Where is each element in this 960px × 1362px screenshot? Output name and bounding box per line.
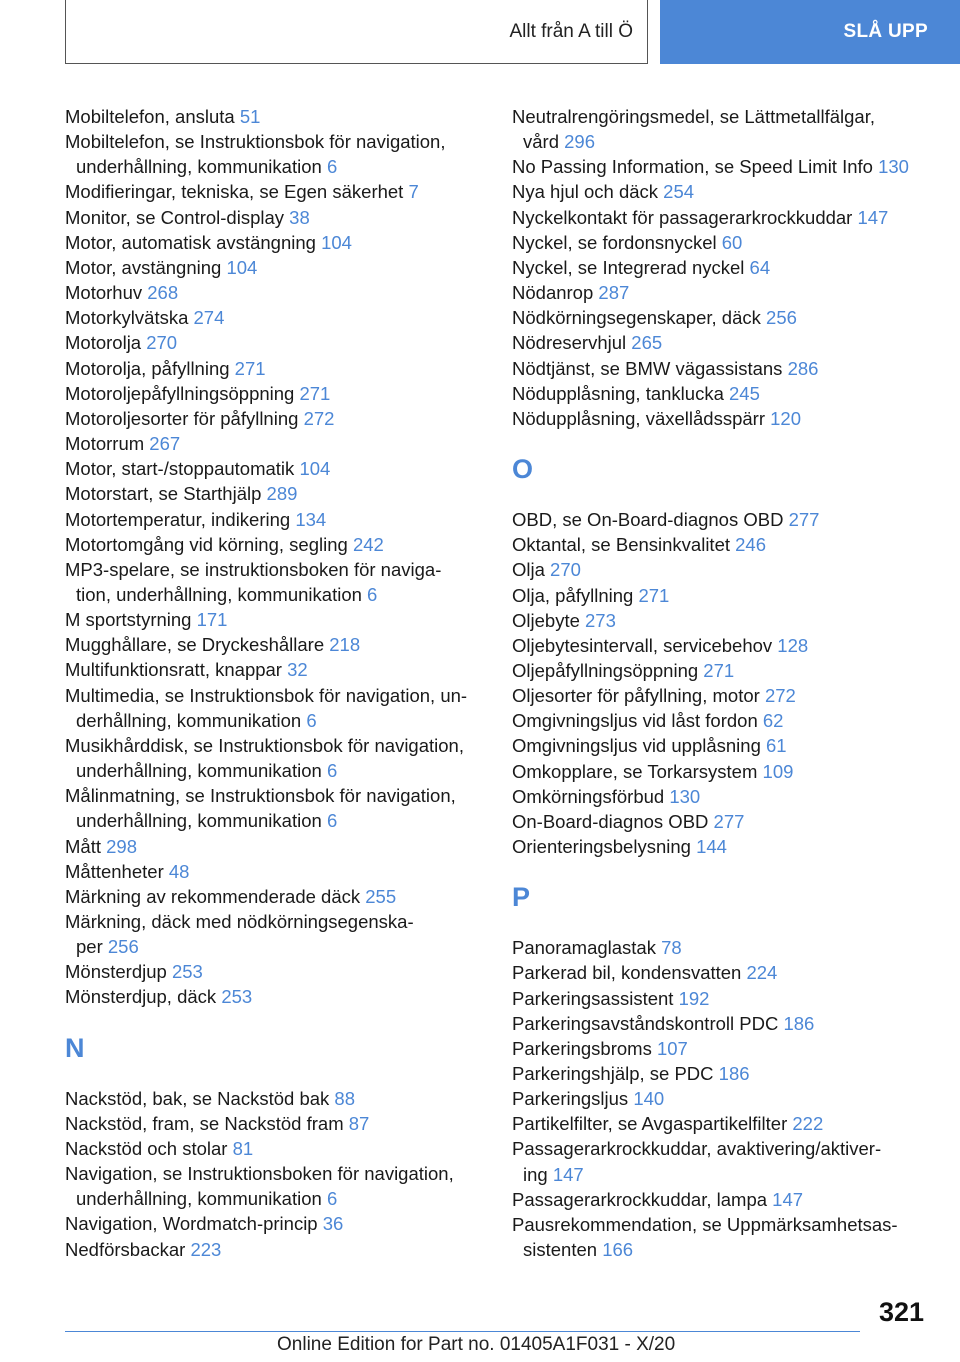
entry-text: Nyckel, se Integrerad nyckel	[512, 256, 750, 278]
page-link[interactable]: 140	[633, 1088, 665, 1110]
page-link[interactable]: 267	[149, 433, 181, 455]
page-link[interactable]: 62	[762, 710, 784, 732]
index-entry	[65, 406, 485, 431]
entry-text: Mobiltelefon, se Instruktionsbok för navigation,	[65, 131, 446, 153]
entry-text: Oljesorter för påfyllning, motor	[512, 685, 765, 707]
index-entry	[65, 381, 485, 406]
index-entry	[65, 356, 485, 381]
page-link[interactable]: 255	[365, 885, 397, 907]
page-link[interactable]: 246	[735, 534, 767, 556]
index-entry	[65, 657, 485, 682]
page-link[interactable]: 104	[226, 256, 258, 278]
entry-text: Olja	[512, 559, 551, 581]
index-entry	[512, 658, 932, 683]
page-link[interactable]: 271	[234, 357, 266, 379]
entry-text: Märkning av rekommenderade däck	[65, 885, 366, 907]
page-link[interactable]: 81	[232, 1137, 254, 1159]
entry-text: Navigation, se Instruktionsboken för navigation,	[65, 1163, 454, 1185]
index-entry	[65, 1086, 485, 1111]
index-entry	[65, 507, 485, 532]
page-link[interactable]: 223	[190, 1238, 222, 1260]
page-link[interactable]: 6	[326, 760, 338, 782]
footer-divider	[65, 1331, 860, 1332]
index-entry	[512, 683, 932, 708]
page-link[interactable]: 120	[770, 407, 801, 429]
index-entry	[512, 280, 932, 305]
entry-text: Nödupplåsning, växellådsspärr	[512, 407, 771, 429]
page-link[interactable]: 271	[299, 382, 331, 404]
page-link[interactable]: 6	[326, 810, 338, 832]
section-letter: P	[512, 882, 531, 913]
entry-text: Motor, start-/stoppautomatik	[65, 458, 300, 480]
entry-text: underhållning, kommunikation	[76, 1188, 327, 1210]
index-entry	[512, 1061, 932, 1086]
index-entry	[512, 960, 932, 985]
entry-text: Omgivningsljus vid låst fordon	[512, 710, 763, 732]
entry-text: Motor, automatisk avstängning	[65, 231, 322, 253]
page-link[interactable]: 256	[107, 936, 139, 958]
page-link[interactable]: 130	[669, 785, 701, 807]
entry-text: OBD, se On-Board-diagnos OBD	[512, 509, 789, 531]
page-link[interactable]: 128	[777, 634, 809, 656]
page-link[interactable]: 51	[239, 106, 261, 127]
entry-text: Mått	[65, 835, 107, 857]
entry-text: Passagerarkrockkuddar, lampa	[512, 1188, 773, 1210]
index-entry	[512, 1011, 932, 1036]
section-letter: O	[512, 454, 534, 485]
footer-edition	[277, 1334, 675, 1356]
index-entry	[512, 330, 932, 355]
page-link[interactable]: 218	[329, 634, 361, 656]
entry-text: Neutralrengöringsmedel, se Lättmetallfälgar,	[512, 106, 875, 127]
entry-text: Orienteringsbelysning	[512, 836, 697, 858]
entry-text: Navigation, Wordmatch-princip	[65, 1213, 323, 1235]
index-entry	[512, 1036, 932, 1061]
entry-text: derhållning, kommunikation	[76, 709, 307, 731]
page-link[interactable]: 287	[598, 282, 630, 304]
entry-text: Mobiltelefon, ansluta	[65, 106, 240, 127]
page-link[interactable]: 271	[703, 659, 735, 681]
index-entry	[512, 608, 932, 633]
page-link[interactable]: 147	[552, 1163, 584, 1185]
index-entry	[512, 381, 932, 406]
section-letter: N	[65, 1032, 85, 1063]
page-link[interactable]: 192	[678, 987, 710, 1009]
page-link[interactable]: 289	[266, 483, 298, 505]
index-entry	[512, 633, 932, 658]
entry-text: MP3-spelare, se instruktionsboken för naviga-	[65, 558, 442, 580]
index-entry	[65, 783, 485, 833]
index-entry	[65, 557, 485, 607]
index-entry	[512, 809, 932, 834]
entry-text: Oljepåfyllningsöppning	[512, 659, 704, 681]
index-tab[interactable]	[65, 0, 648, 64]
entry-text: Oljebyte	[512, 609, 586, 631]
entry-text: Motor, avstängning	[65, 256, 227, 278]
page-link[interactable]: 224	[746, 962, 778, 984]
entry-text: Märkning, däck med nödkörningsegenska-	[65, 911, 414, 932]
entry-text: Multimedia, se Instruktionsbok för navigation, un-	[65, 684, 468, 706]
index-column-left	[65, 104, 485, 1262]
index-entry	[65, 280, 485, 305]
entry-text: Motorrum	[65, 433, 150, 455]
index-entry	[512, 507, 932, 532]
index-tab-label: Allt från A till Ö	[509, 20, 633, 42]
index-entry	[512, 305, 932, 330]
index-entry	[512, 759, 932, 784]
index-entry	[512, 154, 932, 179]
page-link[interactable]: 296	[564, 131, 596, 153]
entry-text: No Passing Information, se Speed Limit Info	[512, 156, 879, 178]
entry-text: Oktantal, se Bensinkvalitet	[512, 534, 736, 556]
entry-text: Nyckelkontakt för passagerarkrockkuddar	[512, 206, 858, 228]
index-entry	[65, 481, 485, 506]
entry-text: Mönsterdjup, däck	[65, 986, 222, 1008]
page-link[interactable]: 277	[713, 810, 745, 832]
page-link[interactable]: 272	[764, 685, 796, 707]
entry-text: On-Board-diagnos OBD	[512, 810, 714, 832]
entry-text: Nackstöd och stolar	[65, 1137, 233, 1159]
index-entry	[512, 1136, 932, 1186]
index-entry	[65, 607, 485, 632]
entry-text: Olja, påfyllning	[512, 584, 639, 606]
index-entry	[512, 406, 932, 431]
page-link[interactable]: 253	[171, 961, 203, 983]
page-link[interactable]: 268	[147, 282, 179, 304]
index-entry	[512, 986, 932, 1011]
index-entry	[65, 532, 485, 557]
entry-text: Måttenheter	[65, 860, 169, 882]
entry-text: Parkerad bil, kondensvatten	[512, 962, 747, 984]
page-link[interactable]: 36	[322, 1213, 344, 1235]
index-entry	[65, 632, 485, 657]
index-entry	[65, 1237, 485, 1262]
index-entry	[512, 1086, 932, 1111]
index-entry	[512, 1111, 932, 1136]
entry-text: Omgivningsljus vid upplåsning	[512, 735, 766, 757]
index-entry	[65, 834, 485, 859]
page-link[interactable]: 48	[168, 860, 190, 882]
entry-text: Musikhårddisk, se Instruktionsbok för navigation,	[65, 734, 464, 756]
page-link[interactable]: 78	[661, 937, 682, 959]
entry-text: Parkeringsljus	[512, 1088, 634, 1110]
page-link[interactable]: 242	[352, 533, 384, 555]
page-link[interactable]: 6	[326, 1188, 338, 1210]
entry-text: Oljebytesintervall, servicebehov	[512, 634, 778, 656]
page-link[interactable]: 147	[772, 1188, 804, 1210]
page-link[interactable]: 104	[321, 231, 352, 253]
page-link[interactable]: 186	[783, 1012, 815, 1034]
index-entry	[65, 431, 485, 456]
entry-text: Motorkylvätska	[65, 307, 194, 329]
entry-text: underhållning, kommunikation	[76, 760, 327, 782]
entry-text: Motorhuv	[65, 282, 148, 304]
page-link[interactable]: 166	[602, 1239, 634, 1261]
index-entry	[65, 683, 485, 733]
page-link[interactable]: 6	[326, 156, 338, 178]
entry-text: Nya hjul och däck	[512, 181, 664, 203]
entry-text: Nödtjänst, se BMW vägassistans	[512, 357, 788, 379]
page-link[interactable]: 265	[631, 332, 663, 354]
page-link[interactable]: 298	[106, 835, 137, 857]
entry-text: Målinmatning, se Instruktionsbok för navigation,	[65, 785, 456, 807]
entry-text: Parkeringsavståndskontroll PDC	[512, 1012, 784, 1034]
entry-text: Nackstöd, fram, se Nackstöd fram	[65, 1112, 349, 1134]
index-entry	[512, 1187, 932, 1212]
index-entry	[512, 583, 932, 608]
entry-text: Mönsterdjup	[65, 961, 172, 983]
entry-text: Nackstöd, bak, se Nackstöd bak	[65, 1087, 335, 1109]
entry-text: Modifieringar, tekniska, se Egen säkerhet	[65, 181, 409, 203]
entry-text: ing	[523, 1163, 553, 1185]
page-link[interactable]: 245	[729, 382, 760, 404]
page-link[interactable]: 271	[638, 584, 670, 606]
entry-text: Motorstart, se Starthjälp	[65, 483, 267, 505]
entry-text: Nödreservhjul	[512, 332, 632, 354]
index-entry	[65, 859, 485, 884]
index-entry	[65, 909, 485, 959]
index-entry	[512, 557, 932, 582]
page-link[interactable]: 61	[766, 735, 787, 757]
page-link[interactable]: 270	[146, 332, 178, 354]
entry-text: Monitor, se Control-display	[65, 206, 290, 228]
index-entry	[65, 456, 485, 481]
entry-text: Motortemperatur, indikering	[65, 508, 296, 530]
page-link[interactable]: 273	[585, 609, 616, 631]
entry-text: underhållning, kommunikation	[76, 156, 327, 178]
index-entry	[512, 255, 932, 280]
lookup-tab-label: SLÅ UPP	[843, 21, 928, 42]
page-link[interactable]: 186	[718, 1063, 750, 1084]
page-link[interactable]: 254	[663, 181, 695, 203]
page-link[interactable]: 171	[196, 609, 228, 631]
index-entry	[512, 179, 932, 204]
entry-text: Pausrekommendation, se Uppmärksamhetsas-	[512, 1213, 898, 1235]
page-link[interactable]: 6	[306, 709, 317, 731]
index-entry	[65, 129, 485, 179]
index-entry	[512, 708, 932, 733]
index-entry	[512, 356, 932, 381]
index-entry	[65, 959, 485, 984]
index-entry	[65, 984, 485, 1009]
index-entry	[512, 532, 932, 557]
entry-text: Mugghållare, se Dryckeshållare	[65, 634, 330, 656]
entry-text: M sportstyrning	[65, 609, 197, 631]
entry-text: Parkeringshjälp, se PDC	[512, 1063, 719, 1084]
page-link[interactable]: 7	[408, 181, 419, 203]
entry-text: Passagerarkrockkuddar, avaktivering/aktiver-	[512, 1138, 882, 1160]
index-column-right	[512, 104, 932, 1262]
index-entry	[512, 230, 932, 255]
entry-text: underhållning, kommunikation	[76, 810, 327, 832]
entry-text: Nödupplåsning, tanklucka	[512, 382, 730, 404]
index-entry	[65, 1136, 485, 1161]
entry-text: Partikelfilter, se Avgaspartikelfilter	[512, 1113, 793, 1135]
index-entry	[65, 230, 485, 255]
entry-text: Omkörningsförbud	[512, 785, 670, 807]
entry-text: Motorolja, påfyllning	[65, 357, 235, 379]
entry-text: Parkeringsbroms	[512, 1037, 657, 1059]
index-entry	[512, 834, 932, 859]
entry-text: per	[76, 936, 108, 958]
entry-text: Panoramaglastak	[512, 937, 662, 959]
index-entry	[512, 1212, 932, 1262]
index-entry	[65, 1111, 485, 1136]
entry-text: Motortomgång vid körning, segling	[65, 533, 353, 555]
index-entry	[512, 935, 932, 960]
page-link[interactable]: 286	[787, 357, 819, 379]
index-entry	[65, 179, 485, 204]
edition-text: Online Edition for Part no. 01405A1F031 - X/20	[277, 1334, 676, 1355]
page-link[interactable]: 107	[656, 1037, 688, 1059]
page-link[interactable]: 256	[766, 307, 797, 329]
page-link[interactable]: 270	[550, 559, 581, 581]
page-link[interactable]: 130	[878, 156, 909, 178]
page-link[interactable]: 88	[334, 1087, 355, 1109]
page-link[interactable]: 64	[749, 256, 771, 278]
index-entry	[65, 1211, 485, 1236]
entry-text: tion, underhållning, kommunikation	[76, 583, 368, 605]
page-link[interactable]: 38	[289, 206, 310, 228]
index-entry	[65, 255, 485, 280]
page-link[interactable]: 6	[367, 583, 378, 605]
entry-text: Motorolja	[65, 332, 147, 354]
page-link[interactable]: 253	[221, 986, 253, 1008]
entry-text: Nödanrop	[512, 282, 599, 304]
index-entry	[65, 733, 485, 783]
page-link[interactable]: 144	[696, 836, 727, 858]
entry-text: Nyckel, se fordonsnyckel	[512, 231, 722, 253]
page-link[interactable]: 274	[193, 307, 225, 329]
entry-text: Nedförsbackar	[65, 1238, 191, 1260]
index-entry	[512, 733, 932, 758]
entry-text: Multifunktionsratt, knappar	[65, 659, 288, 681]
index-entry	[512, 784, 932, 809]
page-link[interactable]: 222	[792, 1113, 824, 1135]
page-link[interactable]: 60	[721, 231, 743, 253]
index-entry	[65, 1161, 485, 1211]
index-entry	[512, 205, 932, 230]
index-entry	[65, 330, 485, 355]
page-link[interactable]: 147	[857, 206, 889, 228]
entry-text: Motoroljesorter för påfyllning	[65, 407, 304, 429]
page-link[interactable]: 32	[287, 659, 308, 681]
entry-text: Motoroljepåfyllningsöppning	[65, 382, 300, 404]
entry-text: vård	[523, 131, 565, 153]
lookup-tab[interactable]	[660, 0, 960, 64]
index-entry	[65, 205, 485, 230]
index-entry	[512, 104, 932, 154]
page-number: 321	[878, 1297, 924, 1327]
page-link[interactable]: 109	[762, 760, 794, 782]
entry-text: Parkeringsassistent	[512, 987, 679, 1009]
index-entry	[65, 884, 485, 909]
entry-text: sistenten	[523, 1239, 603, 1261]
page-link[interactable]: 104	[299, 458, 331, 480]
index-entry	[65, 104, 485, 129]
page-link[interactable]: 134	[295, 508, 327, 530]
entry-text: Omkopplare, se Torkarsystem	[512, 760, 763, 782]
page-link[interactable]: 272	[303, 407, 335, 429]
index-entry	[65, 305, 485, 330]
page-link[interactable]: 277	[788, 509, 820, 531]
page-link[interactable]: 87	[348, 1112, 370, 1134]
entry-text: Nödkörningsegenskaper, däck	[512, 307, 767, 329]
